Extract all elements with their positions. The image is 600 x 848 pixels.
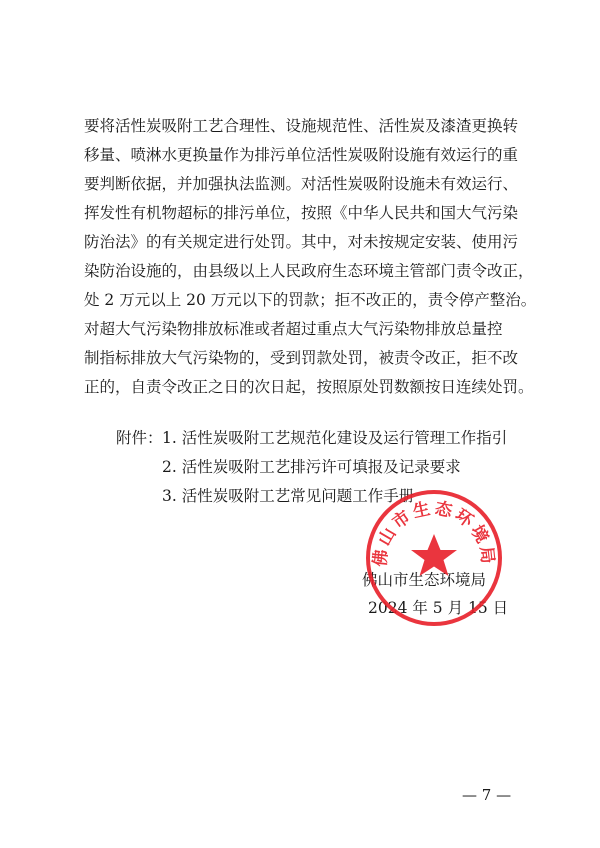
svg-text:佛山市生态环境局: 佛山市生态环境局 bbox=[370, 498, 498, 568]
page-number: — 7 — bbox=[462, 786, 512, 804]
body-line: 对超大气污染物排放标准或者超过重点大气污染物排放总量控 bbox=[84, 320, 503, 338]
issuer-name: 佛山市生态环境局 bbox=[362, 571, 487, 589]
attachment-title: 2. 活性炭吸附工艺排污许可填报及记录要求 bbox=[162, 458, 461, 476]
body-text bbox=[84, 112, 537, 402]
attachments-label: 附件： bbox=[116, 429, 163, 447]
official-seal-icon bbox=[364, 488, 504, 628]
attachment-title: 3. 活性炭吸附工艺常见问题工作手册 bbox=[162, 487, 415, 505]
issue-date: 2024 年 5 月 15 日 bbox=[368, 599, 509, 617]
body-line: 要判断依据，并加强执法监测。对活性炭吸附设施未有效运行、 bbox=[84, 175, 519, 193]
body-line: 制指标排放大气污染物的，受到罚款处罚，被责令改正，拒不改 bbox=[84, 349, 519, 367]
body-line: 挥发性有机物超标的排污单位，按照《中华人民共和国大气污染 bbox=[84, 204, 519, 222]
attachment-item bbox=[116, 424, 507, 453]
attachment-title: 1. 活性炭吸附工艺规范化建设及运行管理工作指引 bbox=[162, 429, 508, 447]
body-line: 防治法》的有关规定进行处罚。其中，对未按规定安装、使用污 bbox=[84, 233, 519, 251]
body-line: 移量、喷淋水更换量作为排污单位活性炭吸附设施有效运行的重 bbox=[84, 146, 519, 164]
body-line: 要将活性炭吸附工艺合理性、设施规范性、活性炭及漆渣更换转 bbox=[84, 117, 519, 135]
body-line: 正的，自责令改正之日的次日起，按照原处罚数额按日连续处罚。 bbox=[84, 378, 534, 396]
attachment-item bbox=[116, 453, 507, 482]
body-line: 染防治设施的，由县级以上人民政府生态环境主管部门责令改正， bbox=[84, 262, 534, 280]
body-line: 处 2 万元以上 20 万元以下的罚款；拒不改正的，责令停产整治。 bbox=[84, 291, 537, 309]
